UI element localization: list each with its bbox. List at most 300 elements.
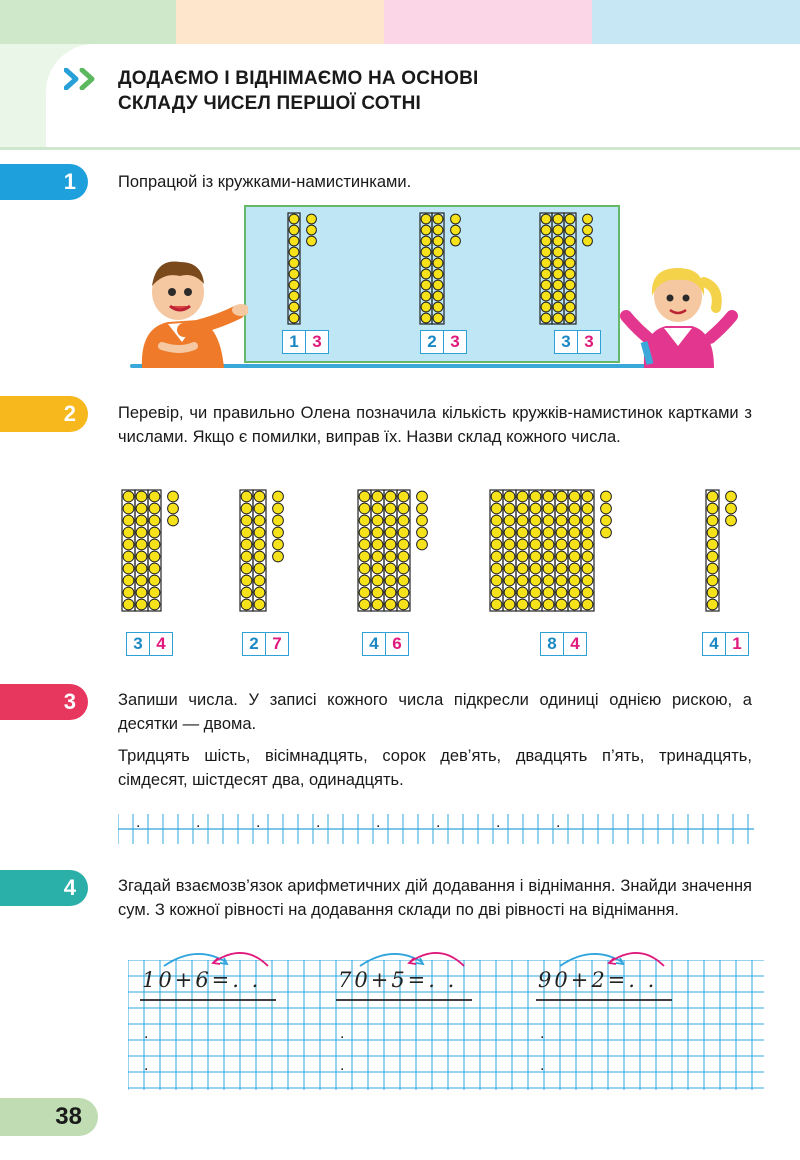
bead [451,236,461,246]
bead [149,491,160,502]
bead [307,225,317,235]
bead [553,269,563,279]
bead-group [288,213,316,324]
bead [543,563,554,574]
bead [421,236,431,246]
number-card [540,632,587,656]
answer-dot: . [340,1025,345,1042]
bead [398,515,409,526]
bead [491,539,502,550]
card-tens: 4 [363,633,386,655]
card-tens: 4 [703,633,726,655]
card-ones: 3 [584,332,594,351]
bead [553,214,563,224]
bead [569,503,580,514]
bead [359,515,370,526]
dot-mark: . [376,814,381,831]
task-2-bead-groups [110,486,770,636]
bead [556,491,567,502]
bead [168,491,179,502]
bead [123,515,134,526]
bead [530,563,541,574]
bead [491,575,502,586]
bead [541,225,551,235]
bead [530,515,541,526]
bead [273,491,284,502]
bead [491,503,502,514]
bead [385,503,396,514]
bead [707,527,718,538]
card-ones: 7 [272,634,282,653]
bead [553,280,563,290]
bead [553,236,563,246]
bead [582,503,593,514]
bead [541,247,551,257]
bead [556,575,567,586]
bead [254,575,265,586]
bead [556,587,567,598]
bead [543,527,554,538]
bead [517,503,528,514]
bead [707,575,718,586]
bead [517,587,528,598]
equation-expression: 10+6= [142,968,233,992]
bead [530,491,541,502]
bead [398,491,409,502]
bead [421,280,431,290]
bead [582,539,593,550]
card-ones: 3 [450,332,460,351]
bead [254,563,265,574]
bead [417,539,428,550]
bead [517,491,528,502]
number-card [420,330,467,354]
bead [569,515,580,526]
bead [136,515,147,526]
bead [433,236,443,246]
bead [504,599,515,610]
bead [504,575,515,586]
bead [569,563,580,574]
bead [417,491,428,502]
bead [241,587,252,598]
bead [385,563,396,574]
bead [398,599,409,610]
answer-dot: . [144,1025,149,1042]
bead [123,491,134,502]
bead [359,575,370,586]
bead [241,503,252,514]
equation-answer-dots: . . [628,968,658,992]
dot-mark: . [196,814,201,831]
bead [254,551,265,562]
bead [289,280,299,290]
bead [543,587,554,598]
bead [553,291,563,301]
bead [421,269,431,279]
bead [504,539,515,550]
bead [569,599,580,610]
bead [123,563,134,574]
bead [601,491,612,502]
bead [241,563,252,574]
bead [359,587,370,598]
bead [530,527,541,538]
bead [254,515,265,526]
bead [583,236,593,246]
number-card [362,632,409,656]
bead [543,539,554,550]
bead [504,551,515,562]
bead [433,269,443,279]
task-1-badge [0,164,88,200]
bead [372,515,383,526]
bead [517,515,528,526]
number-card [554,330,601,354]
bead [398,563,409,574]
bead [582,599,593,610]
bead [289,236,299,246]
bead [372,599,383,610]
bead [569,491,580,502]
bead [149,575,160,586]
bead [136,527,147,538]
page-number-text: 38 [55,1103,82,1130]
bead [398,503,409,514]
bead [541,269,551,279]
bead [530,503,541,514]
bead [421,291,431,301]
bead [541,302,551,312]
bead [565,214,575,224]
bead [123,575,134,586]
bead [543,575,554,586]
bead [372,539,383,550]
dot-mark: . [496,814,501,831]
bead-group [420,213,460,324]
bead [504,503,515,514]
bead [517,539,528,550]
card-tens: 3 [555,331,578,353]
number-card [242,632,289,656]
bead [385,551,396,562]
bead [254,539,265,550]
bead [168,503,179,514]
bead [136,539,147,550]
bead [556,515,567,526]
bead [123,503,134,514]
card-tens: 1 [283,331,306,353]
bead [385,599,396,610]
bead [530,539,541,550]
task-4-text: Згадай взаємозв’язок арифметичних дій додавання і віднімання. Знайди значення сум. З кожної рівності на додавання склади по дві рівності на віднімання. [118,877,752,919]
bead [565,302,575,312]
bead [417,503,428,514]
bead [517,527,528,538]
bead [541,291,551,301]
bead [398,551,409,562]
bead [553,225,563,235]
card-ones: 4 [156,634,166,653]
task-1-number: 1 [63,169,76,194]
bead [241,491,252,502]
task-3-instruction: Запиши числа. У записі кожного числа підкресли одиниці однією рискою, а десятки — двома. [118,691,752,733]
bead [530,575,541,586]
bead [398,527,409,538]
bead [417,527,428,538]
bead [123,539,134,550]
dot-mark: . [256,814,261,831]
bead [582,491,593,502]
equation-expression: 70+5= [338,968,429,992]
bead [359,551,370,562]
bead [254,527,265,538]
bead [504,563,515,574]
bead [707,563,718,574]
bead [421,258,431,268]
bead [491,527,502,538]
task-4-badge [0,870,88,906]
bead [726,515,737,526]
task-2-text: Перевір, чи правильно Олена позначила кількість кружків-намистинок картками з числами. Якщо є помилки, виправ їх. Назви склад кожного числа. [118,404,752,446]
bead [433,280,443,290]
bead [273,503,284,514]
bead [149,527,160,538]
bead [136,599,147,610]
bead [504,491,515,502]
task-3-text [118,688,752,792]
bead [491,491,502,502]
bead [421,247,431,257]
bead [123,551,134,562]
bead [136,491,147,502]
bead [136,575,147,586]
number-card [282,330,329,354]
bead-group [490,490,611,611]
bead [359,539,370,550]
bead [241,551,252,562]
bead [553,302,563,312]
page-number [0,1098,98,1136]
task-3-dot-marks [118,814,758,838]
bead [556,563,567,574]
bead [726,491,737,502]
bead [123,527,134,538]
bead [707,503,718,514]
bead [707,599,718,610]
bead [565,247,575,257]
bead [582,527,593,538]
bead [433,225,443,235]
bead [556,551,567,562]
task-2-badge [0,396,88,432]
bead [707,587,718,598]
bead [553,313,563,323]
task-3-badge [0,684,88,720]
bead [241,599,252,610]
header-strip-pink [384,0,592,44]
bead [241,575,252,586]
bead [372,491,383,502]
bead [359,491,370,502]
card-ones: 4 [570,634,580,653]
bead [289,302,299,312]
bead [556,599,567,610]
bead [530,587,541,598]
task-2-number: 2 [63,401,76,426]
bead [565,313,575,323]
answer-dot: . [144,1057,149,1074]
bead [582,575,593,586]
header-strip-green [0,0,176,44]
bead [385,491,396,502]
bead [241,515,252,526]
answer-dot: . [540,1057,545,1074]
bead [553,258,563,268]
equation-answer-dots: . . [428,968,458,992]
bead [433,214,443,224]
bead [149,587,160,598]
bead [372,503,383,514]
bead [541,280,551,290]
bead [289,291,299,301]
bead [433,302,443,312]
bead [543,599,554,610]
card-ones: 3 [312,332,322,351]
bead [254,491,265,502]
bead [517,563,528,574]
bead [136,503,147,514]
bead [385,539,396,550]
bead [273,539,284,550]
bead [385,515,396,526]
bead-group [540,213,592,324]
bead [359,503,370,514]
bead [254,503,265,514]
bead [569,539,580,550]
bead [398,575,409,586]
card-ones: 6 [392,634,402,653]
dot-mark: . [316,814,321,831]
bead [451,214,461,224]
bead [385,527,396,538]
bead [556,539,567,550]
bead [601,515,612,526]
bead [565,258,575,268]
bead [583,214,593,224]
bead-group [240,490,283,611]
bead [289,313,299,323]
bead [385,587,396,598]
bead [421,214,431,224]
decomposition-arrows [0,940,800,980]
task-3-numbers-list: Тридцять шість, вісімнадцять, сорок дев’ять, двадцять п’ять, тринадцять, сімдесят, шістдесят два, одинадцять. [118,747,752,789]
bead [359,563,370,574]
bead [565,280,575,290]
bead [421,225,431,235]
bead [491,599,502,610]
bead [385,575,396,586]
boy-illustration [128,250,248,368]
bead [241,527,252,538]
bead [569,587,580,598]
task-4-number: 4 [63,875,76,900]
bead [307,236,317,246]
bead [273,515,284,526]
bead [359,599,370,610]
header-strip-blue [592,0,800,44]
dot-mark: . [436,814,441,831]
bead [569,575,580,586]
bead-group [706,490,736,611]
equation-expression: 90+2= [538,968,629,992]
bead [582,515,593,526]
bead [491,563,502,574]
bead [273,527,284,538]
equation-answer-dots: . . [232,968,262,992]
bead [541,313,551,323]
bead [372,563,383,574]
title-line-2: СКЛАДУ ЧИСЕЛ ПЕРШОЇ СОТНІ [118,93,421,114]
bead [565,269,575,279]
bead [123,599,134,610]
bead [582,551,593,562]
bead [421,313,431,323]
bead [541,236,551,246]
bead [504,587,515,598]
bead [149,551,160,562]
bead [491,587,502,598]
bead [398,539,409,550]
bead [565,236,575,246]
bead [433,313,443,323]
bead [517,599,528,610]
bead [433,291,443,301]
bead [398,587,409,598]
bead [136,551,147,562]
answer-dot: . [340,1057,345,1074]
bead [565,225,575,235]
bead [421,302,431,312]
bead [359,527,370,538]
bead [556,527,567,538]
bead [149,515,160,526]
bead [583,225,593,235]
card-tens: 2 [243,633,266,655]
bead [601,527,612,538]
bead [601,503,612,514]
number-card [702,632,749,656]
bead [254,599,265,610]
bead [504,515,515,526]
task-3-number: 3 [63,689,76,714]
bead [149,599,160,610]
bead [307,214,317,224]
bead [541,214,551,224]
card-ones: 1 [732,634,742,653]
card-tens: 8 [541,633,564,655]
card-tens: 2 [421,331,444,353]
bead [289,269,299,279]
bead [517,575,528,586]
bead [569,527,580,538]
bead [372,575,383,586]
double-chevron-icon [64,68,102,90]
bead [726,503,737,514]
bead [517,551,528,562]
bead [707,515,718,526]
bead [491,515,502,526]
